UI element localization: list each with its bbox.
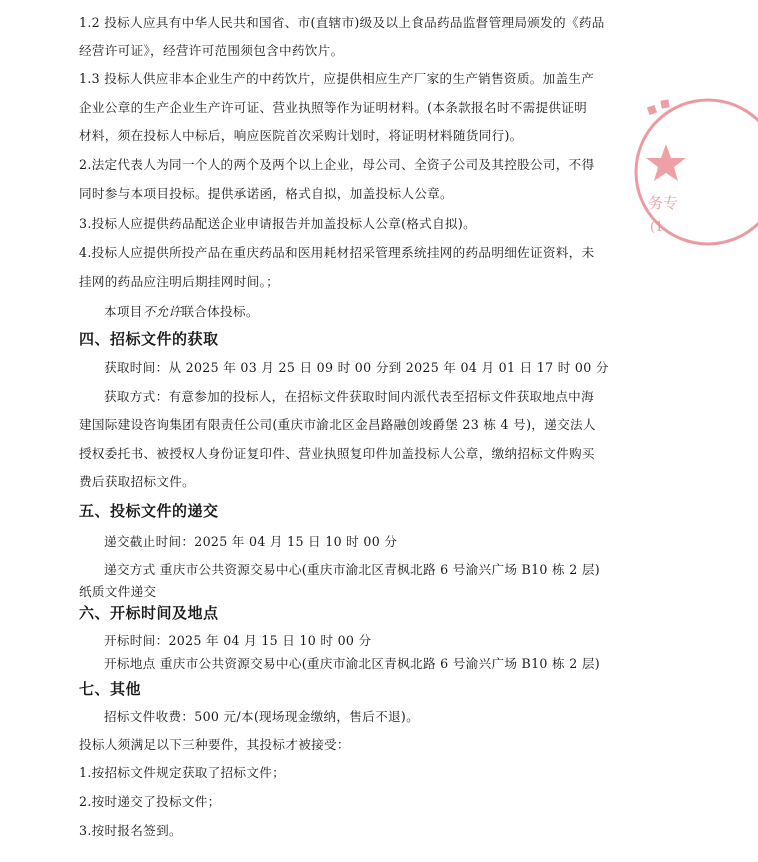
section-7-heading: 七、其他 <box>79 680 142 698</box>
svg-text:(1: (1 <box>650 220 664 235</box>
sec7-intro: 投标人须满足以下三种要件，其投标才被接受： <box>79 737 350 752</box>
sec4-method-line-3: 授权委托书、被授权人身份证复印件、营业执照复印件加盖投标人公章，缴纳招标文件购买 <box>79 446 595 461</box>
req-4-line-2: 挂网的药品应注明后期挂网时间。； <box>79 274 279 289</box>
sec5-paper: 纸质文件递交 <box>79 584 157 599</box>
sec6-open-place: 开标地点 重庆市公共资源交易中心(重庆市渝北区青枫北路 6 号渝兴广场 B10 栋 2 层) <box>104 656 600 671</box>
req-1-3-line-1: 1.3 投标人供应非本企业生产的中药饮片，应提供相应生产厂家的生产销售资质。加盖生产 <box>79 71 595 86</box>
sec4-method-line-2: 建国际建设咨询集团有限责任公司(重庆市渝北区金昌路融创竣爵堡 23 栋 4 号)，递交法人 <box>79 417 596 432</box>
sec5-deadline: 递交截止时间：2025 年 04 月 15 日 10 时 00 分 <box>104 534 398 549</box>
req-2-line-1: 2.法定代表人为同一个人的两个及两个以上企业，母公司、全资子公司及其控股公司，不得 <box>79 157 595 172</box>
sec7-item-2: 2.按时递交了投标文件； <box>79 794 221 809</box>
joint-bid-prefix: 本项目 <box>104 304 143 319</box>
section-5-heading: 五、投标文件的递交 <box>79 502 219 520</box>
sec7-item-3: 3.按时报名签到。 <box>79 823 182 838</box>
section-6-heading: 六、开标时间及地点 <box>79 604 219 622</box>
req-4-line-1: 4.投标人应提供所投产品在重庆药品和医用耗材招采管理系统挂网的药品明细佐证资料，未 <box>79 245 595 260</box>
official-seal <box>628 90 758 250</box>
sec4-method-line-4: 费后获取招标文件。 <box>79 474 196 489</box>
req-1-3-line-3: 材料，须在投标人中标后，响应医院首次采购计划时，将证明材料随货同行)。 <box>79 128 523 143</box>
joint-bid-suffix: 联合体投标。 <box>181 304 259 319</box>
sec5-method: 递交方式 重庆市公共资源交易中心(重庆市渝北区青枫北路 6 号渝兴广场 B10 栋 2 层) <box>104 562 600 577</box>
req-3-line: 3.投标人应提供药品配送企业申请报告并加盖投标人公章(格式自拟)。 <box>79 216 476 231</box>
section-4-heading: 四、招标文件的获取 <box>79 330 219 348</box>
joint-bid-not-allowed: 不允许 <box>142 304 182 319</box>
req-2-line-2: 同时参与本项目投标。提供承诺函，格式自拟，加盖投标人公章。 <box>79 186 453 201</box>
joint-bid-statement <box>104 303 259 321</box>
req-1-2-line-1: 1.2 投标人应具有中华人民共和国省、市(直辖市)级及以上食品药品监督管理局颁发的《药品 <box>79 15 605 30</box>
sec7-item-1: 1.按招标文件规定获取了招标文件； <box>79 765 286 780</box>
sec7-fee: 招标文件收费：500 元/本(现场现金缴纳，售后不退)。 <box>104 709 419 724</box>
svg-text:务专: 务专 <box>648 194 679 212</box>
req-1-3-line-2: 企业公章的生产企业生产许可证、营业执照等作为证明材料。(本条款报名时不需提供证明 <box>79 100 588 115</box>
sec6-open-time: 开标时间：2025 年 04 月 15 日 10 时 00 分 <box>104 633 372 648</box>
req-1-2-line-2: 经营许可证》，经营许可范围须包含中药饮片。 <box>79 43 344 58</box>
sec4-method-line-1: 获取方式：有意参加的投标人，在招标文件获取时间内派代表至招标文件获取地点中海 <box>104 389 594 404</box>
sec4-acquire-time: 获取时间：从 2025 年 03 月 25 日 09 时 00 分到 2025 年 04 月 01 日 17 时 00 分 <box>104 360 609 375</box>
